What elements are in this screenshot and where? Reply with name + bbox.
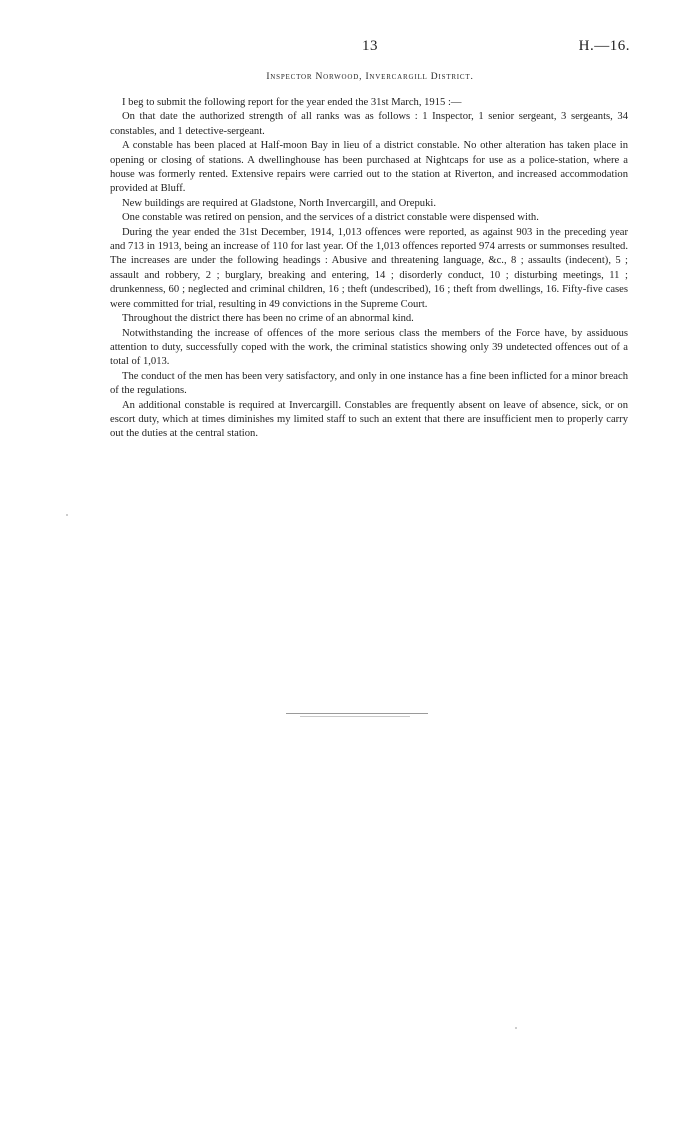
paragraph-stations: A constable has been placed at Half-moon Bay in lieu of a district constable. No other alteration has taken place in opening or closing of stations. A dwellinghouse has been purchased at Nightcaps for use as a police-station, where a house was formerly rented. Extensive repairs were carried out to the station at Riverton, and increased accommodation provided at Bluff.: [110, 140, 628, 195]
document-reference: H.—16.: [578, 38, 630, 54]
paragraph-new-buildings: New buildings are required at Gladstone, North Invercargill, and Orepuki.: [122, 197, 436, 209]
paragraph-crime: Throughout the district there has been no crime of an abnormal kind.: [122, 313, 414, 325]
report-body: [110, 96, 628, 442]
paragraph-staffing: An additional constable is required at Invercargill. Constables are frequently absent on leave of absence, sick, or on escort duty, which at times diminishes my limited staff to such an extent that there are insufficient men to properly carry out the duties at the central station.: [110, 399, 628, 440]
paragraph-strength: On that date the authorized strength of all ranks was as follows : 1 Inspector, 1 senior sergeant, 3 sergeants, 34 constables, and 1 detective-sergeant.: [110, 111, 628, 137]
page-number: 13: [362, 38, 378, 54]
page-header: [110, 38, 630, 62]
paragraph-statistics: Notwithstanding the increase of offences of the more serious class the members of the Force have, by assiduous attention to duty, successfully coped with the work, the criminal statistics showing only 39 undetected offences out of a total of 1,013.: [110, 327, 628, 368]
paragraph-conduct: The conduct of the men has been very satisfactory, and only in one instance has a fine been inflicted for a minor breach of the regulations.: [110, 370, 628, 397]
scan-speck: [66, 514, 68, 516]
scan-speck: [515, 1027, 517, 1029]
paragraph-intro: I beg to submit the following report for the year ended the 31st March, 1915 :—: [122, 97, 462, 108]
section-title: Inspector Norwood, Invercargill District.: [266, 72, 474, 82]
paragraph-offences: During the year ended the 31st December, 1914, 1,013 offences were reported, as against 903 in the preceding year and 713 in 1913, being an increase of 110 for last year. Of the 1,013 offences reported 974 arrests or summonses resulted. The increases are under the following headings : Abusive and threatening language, &c., 8 ; assaults (indecent), 5 ; assault and robbery, 2 ; burglary, breaking and entering, 14 ; disorderly conduct, 10 ; disturbing meetings, 11 ; drunkenness, 60 ; neglected and criminal children, 16 ; theft (undescribed), 16 ; theft from dwellings, 16. Fifty-five cases were committed for trial, resulting in 49 convictions in the Supreme Court.: [110, 226, 628, 310]
paragraph-retirement: One constable was retired on pension, and the services of a district constable were dispensed with.: [122, 212, 539, 224]
end-rule-secondary: [300, 716, 410, 717]
end-rule: [286, 713, 428, 714]
